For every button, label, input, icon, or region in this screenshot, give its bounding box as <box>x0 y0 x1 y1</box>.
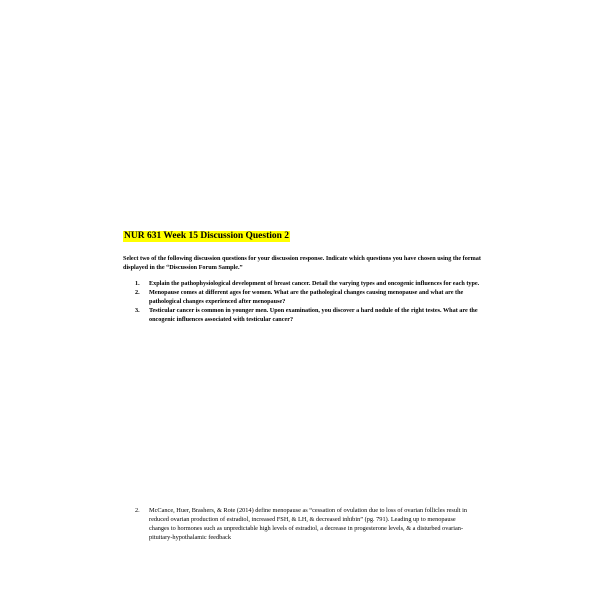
answer-number: 2. <box>135 507 140 514</box>
instructions-paragraph: Select two of the following discussion questions for your discussion response. Indicate which questions you have chosen using the format displayed in the “Discussion Forum Sample.” <box>123 255 481 271</box>
question-list <box>123 279 485 324</box>
question-number: 1. <box>135 280 140 287</box>
answer-paragraph <box>135 506 475 542</box>
question-text: Testicular cancer is common in younger men. Upon examination, you discover a hard nodule of the right testes. What are the oncogenic influences associated with testicular cancer? <box>149 307 478 323</box>
question-number: 2. <box>135 289 140 296</box>
question-item-3 <box>123 306 485 324</box>
document-title: NUR 631 Week 15 Discussion Question 2 <box>124 231 290 241</box>
question-text: Explain the pathophysiological development of breast cancer. Detail the varying types and oncogenic influences for each type. <box>149 280 480 287</box>
question-number: 3. <box>135 307 140 314</box>
question-text: Menopause comes at different ages for women. What are the pathological changes causing menopause and what are the pathological changes experienced after menopause? <box>149 289 464 305</box>
answer-text: McCance, Huer, Brashers, & Rote (2014) define menopause as “cessation of ovulation due to loss of ovarian follicles result in reduced ovarian production of estradiol, increased FSH, & LH, & decreased inhibin” (pg. 791). Leading up to menopause changes to hormones such as unpredictable high levels of estradiol, a decrease in progesterone levels, & a disturbed ovarian- pituitary-hypothalamic feedback <box>149 507 468 542</box>
question-item-1 <box>123 279 485 288</box>
question-item-2 <box>123 288 485 306</box>
